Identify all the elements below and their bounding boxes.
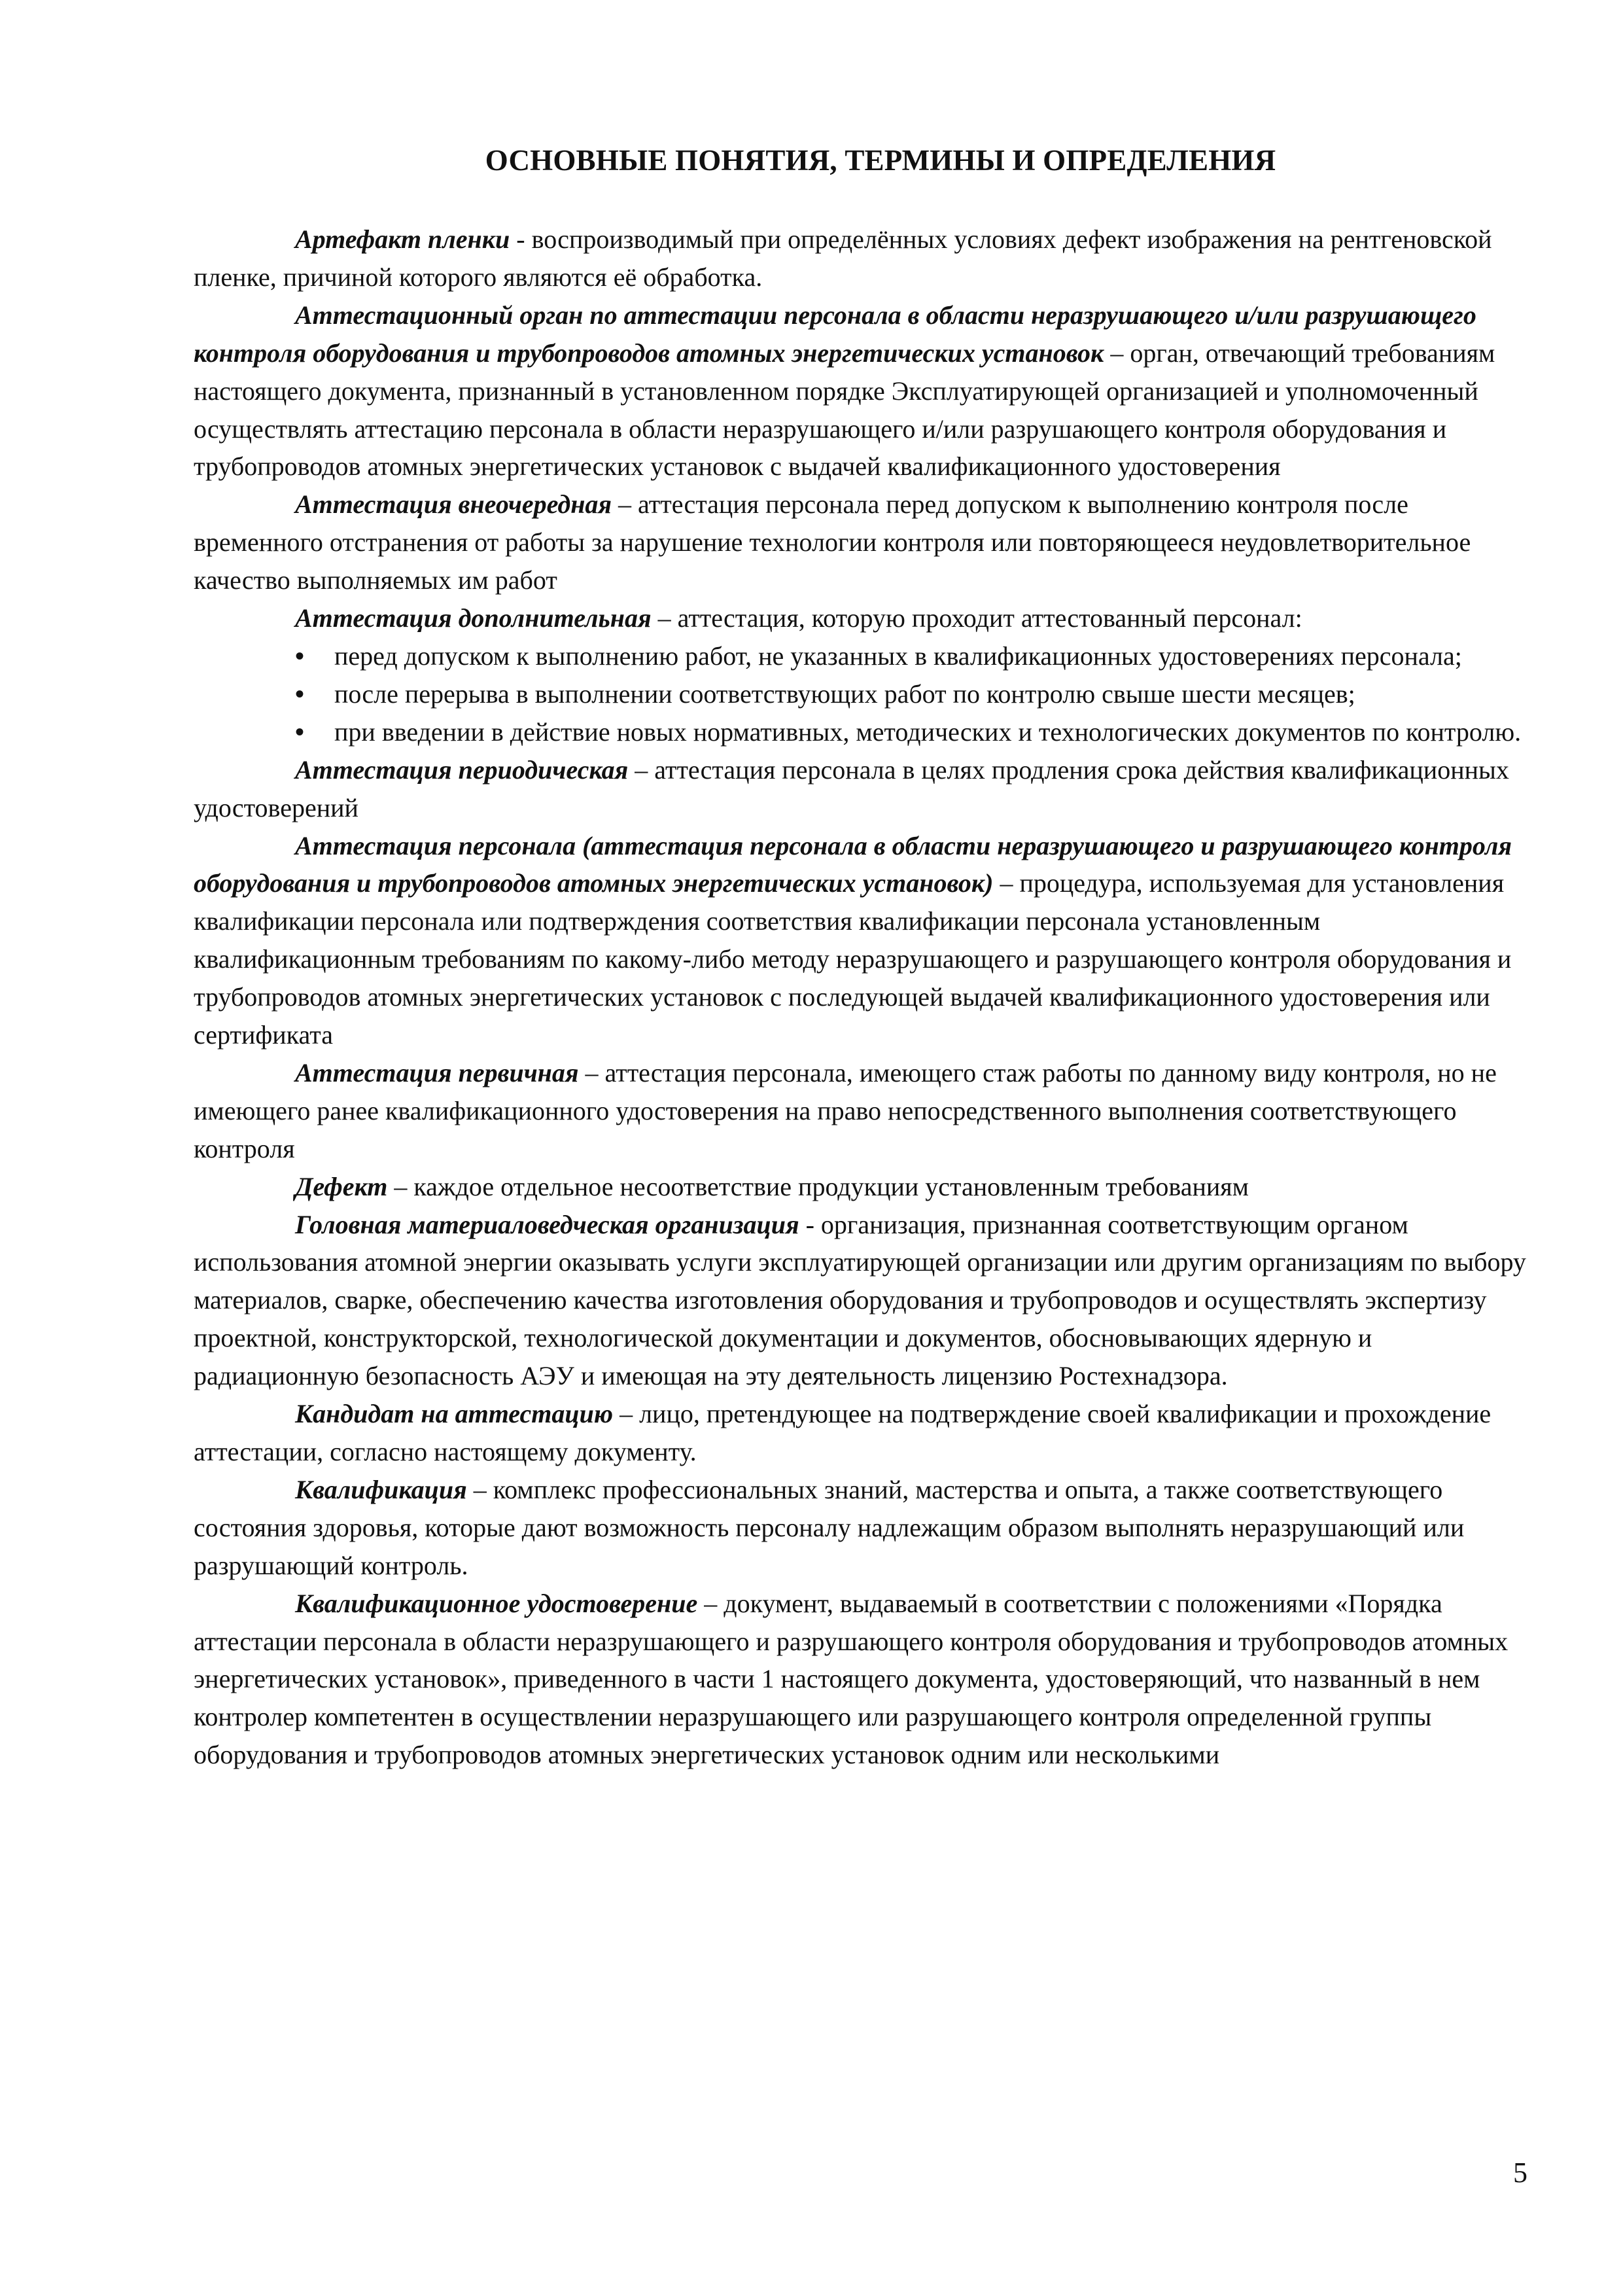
term: Квалификация [295, 1474, 467, 1504]
definition-certification-candidate [194, 1395, 1541, 1471]
definition-text: аттестация персонала перед допуском к выполнению контроля после временного отстранения от работы за нарушение технологии контроля или повторяющееся неудовлетворительное качество выполняемых им работ [194, 489, 1471, 595]
list-item [194, 675, 1541, 713]
definition-text: комплекс профессиональных знаний, мастерства и опыта, а также соответствующего состояния здоровья, которые дают возможность персоналу надлежащим образом выполнять неразрушающий или разрушающий контроль. [194, 1474, 1465, 1580]
definition-text: процедура, используемая для установления квалификации персонала или подтверждения соответствия квалификации персонала установленным квалификационным требованиям по какому-либо методу неразрушающего и разрушающего контроля оборудования и трубопроводов атомных энергетических установок с последующей выдачей квалификационного удостоверения или сертификата [194, 868, 1512, 1050]
definition-film-artifact [194, 221, 1541, 296]
definition-text: орган, отвечающий требованиям настоящего документа, признанный в установленном порядке Эксплуатирующей организацией и уполномоченный осуществлять аттестацию персонала в области неразрушающего и/или разрушающего контроля оборудования и трубопроводов атомных энергетических установок с выдачей квалификационного удостоверения [194, 338, 1495, 482]
definition-personnel-certification [194, 827, 1541, 1054]
definition-text: документ, выдаваемый в соответствии с положениями «Порядка аттестации персонала в области неразрушающего и разрушающего контроля оборудования и трубопроводов атомных энергетических установок», приведенного в части 1 настоящего документа, удостоверяющий, что названный в нем контролер компетентен в осуществлении неразрушающего или разрушающего контроля определенной группы оборудования и трубопроводов атомных энергетических установок одним или несколькими [194, 1588, 1509, 1770]
definition-dash: – [1104, 338, 1130, 368]
term: Дефект [295, 1171, 388, 1201]
bullet-icon: • [295, 716, 305, 747]
definition-text: каждое отдельное несоответствие продукции установленным требованиям [413, 1171, 1249, 1201]
term: Аттестация персонала (аттестация персонала в области неразрушающего и разрушающего контроля оборудования и трубопроводов атомных энергетических установок) [194, 830, 1512, 898]
definition-additional-certification [194, 599, 1541, 637]
term: Аттестация дополнительная [295, 603, 652, 633]
definition-dash: – [578, 1057, 605, 1087]
term: Аттестация периодическая [295, 754, 629, 785]
document-page [194, 141, 1541, 1774]
definition-dash: – [651, 603, 678, 633]
list-item [194, 637, 1541, 675]
term: Аттестационный орган по аттестации персонала в области неразрушающего и/или разрушающего контроля оборудования и трубопроводов атомных энергетических установок [194, 300, 1476, 368]
page-title: ОСНОВНЫЕ ПОНЯТИЯ, ТЕРМИНЫ И ОПРЕДЕЛЕНИЯ [485, 144, 1276, 177]
definition-defect [194, 1168, 1541, 1206]
definition-head-materials-organization [194, 1206, 1541, 1396]
page-number: 5 [1513, 2157, 1527, 2189]
definition-text: аттестация персонала в целях продления срока действия квалификационных удостоверений [194, 754, 1509, 822]
definition-text: организация, признанная соответствующим органом использования атомной энергии оказывать услуги эксплуатирующей организации или другим организациям по выбору материалов, сварке, обеспечению качества изготовления оборудования и трубопроводов и осуществлять экспертизу проектной, конструкторской, технологической документации и документов, обосновывающих ядерную и радиационную безопасность АЭУ и имеющая на эту деятельность лицензию Ростехнадзора. [194, 1209, 1526, 1391]
definition-text: воспроизводимый при определённых условиях дефект изображения на рентгеновской пленке, причиной которого являются её обработка. [194, 224, 1492, 292]
definition-dash: – [993, 868, 1020, 898]
definition-qualification [194, 1471, 1541, 1585]
definition-dash: – [387, 1171, 414, 1201]
definition-primary-certification [194, 1054, 1541, 1168]
definition-certification-body [194, 296, 1541, 486]
definition-dash: – [628, 754, 655, 785]
term: Квалификационное удостоверение [295, 1588, 698, 1618]
definition-qualification-certificate [194, 1585, 1541, 1775]
definition-dash: – [697, 1588, 724, 1618]
definition-dash: – [466, 1474, 493, 1504]
definition-dash: – [612, 489, 638, 520]
term: Аттестация внеочередная [295, 489, 612, 520]
definition-dash: - [510, 224, 532, 254]
definition-dash: – [613, 1399, 640, 1429]
definition-periodic-certification [194, 751, 1541, 827]
list-item-text: перед допуском к выполнению работ, не указанных в квалификационных удостоверениях персонала; [334, 641, 1462, 671]
definition-text: аттестация, которую проходит аттестованный персонал: [677, 603, 1302, 633]
definition-extraordinary-certification [194, 486, 1541, 599]
list-item [194, 713, 1541, 751]
definition-text: лицо, претендующее на подтверждение своей квалификации и прохождение аттестации, согласно настоящему документу. [194, 1399, 1492, 1466]
list-item-text: при введении в действие новых нормативных, методических и технологических документов по контролю. [334, 716, 1522, 747]
term: Артефакт пленки [295, 224, 510, 254]
term: Головная материаловедческая организация [295, 1209, 799, 1239]
list-item-text: после перерыва в выполнении соответствующих работ по контролю свыше шести месяцев; [334, 679, 1355, 709]
definition-text: аттестация персонала, имеющего стаж работы по данному виду контроля, но не имеющего ранее квалификационного удостоверения на право непосредственного выполнения соответствующего контроля [194, 1057, 1497, 1163]
term: Кандидат на аттестацию [295, 1399, 614, 1429]
definition-dash: - [799, 1209, 821, 1239]
bullet-icon: • [295, 679, 305, 709]
bullet-icon: • [295, 641, 305, 671]
term: Аттестация первичная [295, 1057, 579, 1087]
